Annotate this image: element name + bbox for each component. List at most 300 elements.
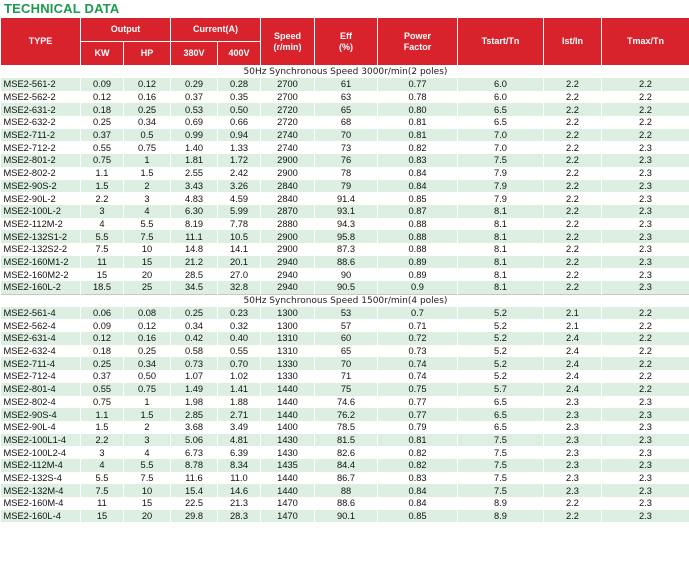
- table-cell: 3: [124, 434, 171, 447]
- table-cell: 14.1: [218, 243, 261, 256]
- table-cell: 8.1: [458, 256, 544, 269]
- table-cell: 1330: [261, 370, 315, 383]
- table-cell: 0.75: [124, 141, 171, 154]
- table-cell: 2.2: [544, 103, 602, 116]
- table-cell: 65: [315, 103, 378, 116]
- table-cell: 6.5: [458, 421, 544, 434]
- table-cell: 0.71: [378, 319, 458, 332]
- table-cell: 2.2: [602, 370, 689, 383]
- table-cell: 2.2: [544, 141, 602, 154]
- table-cell: 0.34: [124, 116, 171, 129]
- table-cell: 7.5: [81, 484, 124, 497]
- table-cell: 2940: [261, 268, 315, 281]
- table-cell: 2.2: [544, 205, 602, 218]
- table-cell: 53: [315, 307, 378, 320]
- col-tstart-header: Tstart/Tn: [458, 18, 544, 66]
- table-cell: 2.4: [544, 383, 602, 396]
- table-cell: 2.3: [602, 256, 689, 269]
- table-cell: 4.59: [218, 192, 261, 205]
- table-cell: 14.8: [171, 243, 218, 256]
- table-cell: 1.5: [124, 408, 171, 421]
- table-cell: 2.2: [544, 192, 602, 205]
- table-cell: 0.25: [124, 345, 171, 358]
- col-400v-header: 400V: [218, 42, 261, 66]
- table-cell: 6.0: [458, 91, 544, 104]
- table-cell: 0.84: [378, 167, 458, 180]
- table-cell: 1.07: [171, 370, 218, 383]
- table-row: [1, 319, 689, 332]
- table-cell: 0.82: [378, 446, 458, 459]
- table-cell: 8.9: [458, 510, 544, 523]
- table-cell: MSE2-100L1-4: [1, 434, 81, 447]
- table-cell: 10.5: [218, 230, 261, 243]
- col-type-header: TYPE: [1, 18, 81, 66]
- table-cell: 1435: [261, 459, 315, 472]
- table-cell: MSE2-711-4: [1, 357, 81, 370]
- table-cell: 0.12: [81, 332, 124, 345]
- table-cell: 70: [315, 129, 378, 142]
- table-cell: 2.3: [544, 472, 602, 485]
- table-cell: 5.2: [458, 319, 544, 332]
- table-cell: 2.2: [602, 78, 689, 91]
- table-cell: MSE2-132S-4: [1, 472, 81, 485]
- table-cell: 27.0: [218, 268, 261, 281]
- table-cell: 60: [315, 332, 378, 345]
- table-cell: MSE2-90S-2: [1, 180, 81, 193]
- table-cell: 2.2: [544, 91, 602, 104]
- table-row: [1, 345, 689, 358]
- table-cell: 0.72: [378, 332, 458, 345]
- table-cell: 2.3: [602, 408, 689, 421]
- table-cell: 0.12: [124, 319, 171, 332]
- col-ist-header: Ist/In: [544, 18, 602, 66]
- table-cell: 1310: [261, 345, 315, 358]
- table-cell: 0.34: [171, 319, 218, 332]
- table-cell: 0.09: [81, 319, 124, 332]
- section-row: [1, 294, 689, 307]
- table-cell: 2.1: [544, 307, 602, 320]
- table-cell: MSE2-160L-4: [1, 510, 81, 523]
- table-cell: 2.42: [218, 167, 261, 180]
- table-row: [1, 180, 689, 193]
- table-cell: 5.5: [81, 472, 124, 485]
- table-cell: MSE2-631-4: [1, 332, 81, 345]
- table-cell: 0.58: [171, 345, 218, 358]
- table-cell: 15: [81, 268, 124, 281]
- table-cell: 7.0: [458, 141, 544, 154]
- table-cell: 2.1: [544, 319, 602, 332]
- table-cell: 5.5: [81, 230, 124, 243]
- table-cell: 15: [124, 497, 171, 510]
- table-cell: 2.3: [544, 434, 602, 447]
- table-cell: 2.3: [544, 396, 602, 409]
- table-cell: MSE2-160M2-2: [1, 268, 81, 281]
- table-cell: 1.33: [218, 141, 261, 154]
- table-cell: 8.1: [458, 268, 544, 281]
- table-cell: 2940: [261, 281, 315, 294]
- table-cell: 7.5: [458, 154, 544, 167]
- table-cell: 2.2: [544, 268, 602, 281]
- table-cell: MSE2-561-4: [1, 307, 81, 320]
- table-cell: 28.5: [171, 268, 218, 281]
- table-cell: 1300: [261, 319, 315, 332]
- table-cell: 2.3: [544, 484, 602, 497]
- table-cell: 8.9: [458, 497, 544, 510]
- table-cell: 2.3: [602, 180, 689, 193]
- page-title: TECHNICAL DATA: [4, 1, 120, 16]
- table-cell: 0.88: [378, 230, 458, 243]
- table-cell: 2.2: [544, 167, 602, 180]
- table-cell: 3: [81, 205, 124, 218]
- table-cell: 0.7: [378, 307, 458, 320]
- table-cell: 2.3: [602, 167, 689, 180]
- table-cell: 3: [81, 446, 124, 459]
- table-cell: 11: [81, 497, 124, 510]
- table-cell: 3.68: [171, 421, 218, 434]
- table-cell: 6.5: [458, 396, 544, 409]
- table-cell: 61: [315, 78, 378, 91]
- table-cell: 6.0: [458, 78, 544, 91]
- table-cell: 0.85: [378, 192, 458, 205]
- table-cell: 4: [81, 218, 124, 231]
- table-cell: 32.8: [218, 281, 261, 294]
- table-row: [1, 484, 689, 497]
- table-cell: 1430: [261, 434, 315, 447]
- table-cell: 4: [124, 205, 171, 218]
- table-cell: 0.42: [171, 332, 218, 345]
- table-cell: 0.73: [378, 345, 458, 358]
- table-cell: 15: [124, 256, 171, 269]
- table-cell: 11.0: [218, 472, 261, 485]
- table-cell: 2.2: [602, 116, 689, 129]
- table-cell: 2.2: [602, 307, 689, 320]
- table-cell: 82.6: [315, 446, 378, 459]
- section-label: 50Hz Synchronous Speed 3000r/min(2 poles): [1, 66, 689, 79]
- table-cell: 95.8: [315, 230, 378, 243]
- table-cell: 7.9: [458, 192, 544, 205]
- table-cell: 2.3: [602, 484, 689, 497]
- table-row: [1, 421, 689, 434]
- table-cell: 0.82: [378, 459, 458, 472]
- table-cell: 0.88: [378, 218, 458, 231]
- table-cell: 0.12: [124, 78, 171, 91]
- table-cell: 6.5: [458, 116, 544, 129]
- table-cell: MSE2-632-4: [1, 345, 81, 358]
- table-cell: 0.50: [218, 103, 261, 116]
- table-cell: 0.74: [378, 357, 458, 370]
- table-cell: 2.3: [602, 230, 689, 243]
- table-cell: 63: [315, 91, 378, 104]
- table-cell: 5.2: [458, 332, 544, 345]
- table-cell: MSE2-160M-4: [1, 497, 81, 510]
- table-cell: MSE2-562-2: [1, 91, 81, 104]
- table-cell: 6.73: [171, 446, 218, 459]
- table-cell: 29.8: [171, 510, 218, 523]
- table-cell: 2.3: [602, 510, 689, 523]
- table-cell: 0.16: [124, 91, 171, 104]
- col-hp-header: HP: [124, 42, 171, 66]
- table-cell: 2880: [261, 218, 315, 231]
- table-cell: 1.49: [171, 383, 218, 396]
- table-cell: 0.40: [218, 332, 261, 345]
- table-row: [1, 510, 689, 523]
- table-cell: MSE2-132S2-2: [1, 243, 81, 256]
- table-cell: 0.78: [378, 91, 458, 104]
- table-row: [1, 141, 689, 154]
- table-cell: 3.49: [218, 421, 261, 434]
- table-cell: 76: [315, 154, 378, 167]
- table-cell: 0.74: [378, 370, 458, 383]
- table-cell: 5.2: [458, 345, 544, 358]
- table-cell: 0.25: [81, 357, 124, 370]
- table-cell: 2720: [261, 116, 315, 129]
- table-cell: 2.2: [81, 192, 124, 205]
- table-cell: 8.78: [171, 459, 218, 472]
- table-row: [1, 218, 689, 231]
- table-cell: 7.5: [124, 472, 171, 485]
- table-cell: MSE2-132S1-2: [1, 230, 81, 243]
- table-cell: 0.77: [378, 78, 458, 91]
- table-cell: 2.3: [602, 218, 689, 231]
- table-cell: 8.1: [458, 205, 544, 218]
- table-cell: 2.3: [602, 497, 689, 510]
- table-cell: 1: [124, 154, 171, 167]
- table-cell: 0.37: [171, 91, 218, 104]
- table-cell: 0.35: [218, 91, 261, 104]
- table-cell: 0.81: [378, 129, 458, 142]
- table-cell: 10: [124, 484, 171, 497]
- table-cell: 1440: [261, 484, 315, 497]
- table-cell: 1430: [261, 446, 315, 459]
- table-cell: 11: [81, 256, 124, 269]
- table-cell: 2.3: [544, 446, 602, 459]
- table-cell: 68: [315, 116, 378, 129]
- table-cell: 5.2: [458, 370, 544, 383]
- table-cell: 2.3: [602, 421, 689, 434]
- table-cell: 2: [124, 180, 171, 193]
- table-cell: 2.3: [602, 141, 689, 154]
- table-cell: 0.80: [378, 103, 458, 116]
- table-cell: 2.2: [602, 357, 689, 370]
- table-cell: 0.99: [171, 129, 218, 142]
- table-cell: 2940: [261, 256, 315, 269]
- table-cell: 2.2: [602, 345, 689, 358]
- table-cell: 2720: [261, 103, 315, 116]
- table-row: [1, 192, 689, 205]
- table-row: [1, 103, 689, 116]
- table-cell: 4.83: [171, 192, 218, 205]
- table-cell: 14.6: [218, 484, 261, 497]
- table-cell: 2700: [261, 91, 315, 104]
- table-cell: 21.2: [171, 256, 218, 269]
- table-cell: 2.2: [602, 319, 689, 332]
- table-cell: MSE2-160L-2: [1, 281, 81, 294]
- table-cell: 4: [124, 446, 171, 459]
- table-cell: 0.25: [171, 307, 218, 320]
- table-cell: 86.7: [315, 472, 378, 485]
- table-row: [1, 243, 689, 256]
- table-cell: 8.1: [458, 243, 544, 256]
- table-cell: 8.19: [171, 218, 218, 231]
- table-cell: 7.9: [458, 167, 544, 180]
- table-cell: 2.3: [602, 243, 689, 256]
- table-cell: 7.5: [81, 243, 124, 256]
- table-cell: MSE2-112M-4: [1, 459, 81, 472]
- table-cell: 78.5: [315, 421, 378, 434]
- table-row: [1, 472, 689, 485]
- table-cell: 0.55: [81, 383, 124, 396]
- table-cell: 0.89: [378, 256, 458, 269]
- table-cell: MSE2-100L-2: [1, 205, 81, 218]
- table-cell: MSE2-90S-4: [1, 408, 81, 421]
- table-cell: 1470: [261, 510, 315, 523]
- table-cell: 0.08: [124, 307, 171, 320]
- table-row: [1, 446, 689, 459]
- table-cell: 2.4: [544, 332, 602, 345]
- table-cell: 2.71: [218, 408, 261, 421]
- table-row: [1, 281, 689, 294]
- table-cell: 5.5: [124, 459, 171, 472]
- table-cell: MSE2-711-2: [1, 129, 81, 142]
- table-cell: 2.3: [602, 192, 689, 205]
- col-kw-header: KW: [81, 42, 124, 66]
- table-cell: 87.3: [315, 243, 378, 256]
- table-cell: 74.6: [315, 396, 378, 409]
- table-cell: 25: [124, 281, 171, 294]
- table-cell: 1.02: [218, 370, 261, 383]
- table-cell: 90.1: [315, 510, 378, 523]
- table-cell: 0.81: [378, 116, 458, 129]
- table-row: [1, 357, 689, 370]
- table-cell: 0.16: [124, 332, 171, 345]
- table-cell: 8.1: [458, 230, 544, 243]
- table-cell: 0.75: [124, 383, 171, 396]
- table-cell: 76.2: [315, 408, 378, 421]
- table-cell: 0.50: [124, 370, 171, 383]
- table-cell: 2: [124, 421, 171, 434]
- table-cell: 2.85: [171, 408, 218, 421]
- table-cell: 0.73: [171, 357, 218, 370]
- table-cell: 2.2: [544, 510, 602, 523]
- table-cell: 0.81: [378, 434, 458, 447]
- table-cell: 2.4: [544, 370, 602, 383]
- table-cell: 75: [315, 383, 378, 396]
- table-cell: 20: [124, 268, 171, 281]
- table-cell: 90: [315, 268, 378, 281]
- table-cell: 3.26: [218, 180, 261, 193]
- table-row: [1, 383, 689, 396]
- table-cell: 5.06: [171, 434, 218, 447]
- table-cell: 0.88: [378, 243, 458, 256]
- table-row: [1, 91, 689, 104]
- table-cell: 0.87: [378, 205, 458, 218]
- table-cell: 94.3: [315, 218, 378, 231]
- table-cell: 0.06: [81, 307, 124, 320]
- table-cell: MSE2-112M-2: [1, 218, 81, 231]
- table-cell: 0.79: [378, 421, 458, 434]
- table-cell: 0.37: [81, 129, 124, 142]
- table-cell: 11.1: [171, 230, 218, 243]
- table-cell: 2.2: [544, 243, 602, 256]
- table-cell: 88.6: [315, 256, 378, 269]
- table-cell: 15: [81, 510, 124, 523]
- table-cell: 0.12: [81, 91, 124, 104]
- table-cell: 1: [124, 396, 171, 409]
- table-cell: 7.5: [458, 484, 544, 497]
- table-cell: 4.81: [218, 434, 261, 447]
- table-row: [1, 129, 689, 142]
- table-cell: 2.2: [544, 281, 602, 294]
- table-row: [1, 205, 689, 218]
- table-cell: 0.66: [218, 116, 261, 129]
- table-cell: MSE2-801-2: [1, 154, 81, 167]
- table-cell: 7.5: [458, 472, 544, 485]
- table-cell: 1.5: [81, 421, 124, 434]
- table-cell: 0.23: [218, 307, 261, 320]
- table-cell: 2.2: [544, 218, 602, 231]
- col-eff-header: Eff (%): [315, 18, 378, 66]
- table-cell: MSE2-132M-4: [1, 484, 81, 497]
- table-cell: 1440: [261, 408, 315, 421]
- table-cell: 10: [124, 243, 171, 256]
- table-cell: 6.39: [218, 446, 261, 459]
- table-cell: 2.2: [602, 383, 689, 396]
- table-row: [1, 78, 689, 91]
- table-cell: 1.40: [171, 141, 218, 154]
- table-row: [1, 230, 689, 243]
- table-cell: 0.29: [171, 78, 218, 91]
- table-cell: 22.5: [171, 497, 218, 510]
- table-cell: 2.2: [602, 91, 689, 104]
- col-output-header: Output: [81, 18, 171, 42]
- table-cell: MSE2-100L2-4: [1, 446, 81, 459]
- table-cell: 1.1: [81, 408, 124, 421]
- table-cell: 88: [315, 484, 378, 497]
- table-cell: 1.1: [81, 167, 124, 180]
- technical-data-table: [0, 17, 689, 522]
- table-cell: 2.3: [602, 472, 689, 485]
- col-pf-header: Power Factor: [378, 18, 458, 66]
- table-cell: 78: [315, 167, 378, 180]
- table-cell: 2.3: [602, 446, 689, 459]
- table-cell: 2.2: [544, 230, 602, 243]
- table-cell: 0.89: [378, 268, 458, 281]
- table-cell: 18.5: [81, 281, 124, 294]
- table-cell: 0.84: [378, 497, 458, 510]
- table-cell: 70: [315, 357, 378, 370]
- section-label: 50Hz Synchronous Speed 1500r/min(4 poles): [1, 294, 689, 307]
- table-cell: 21.3: [218, 497, 261, 510]
- table-cell: 5.99: [218, 205, 261, 218]
- table-cell: 5.5: [124, 218, 171, 231]
- table-cell: 0.77: [378, 408, 458, 421]
- table-row: [1, 497, 689, 510]
- table-row: [1, 268, 689, 281]
- table-cell: 1.5: [81, 180, 124, 193]
- table-cell: 6.5: [458, 408, 544, 421]
- table-cell: MSE2-632-2: [1, 116, 81, 129]
- table-row: [1, 167, 689, 180]
- table-cell: MSE2-561-2: [1, 78, 81, 91]
- table-row: [1, 459, 689, 472]
- table-cell: 2.3: [602, 205, 689, 218]
- table-cell: 0.25: [81, 116, 124, 129]
- table-cell: 2.2: [544, 78, 602, 91]
- table-cell: 20.1: [218, 256, 261, 269]
- table-cell: MSE2-562-4: [1, 319, 81, 332]
- table-cell: 2.2: [544, 129, 602, 142]
- table-cell: 2.3: [544, 459, 602, 472]
